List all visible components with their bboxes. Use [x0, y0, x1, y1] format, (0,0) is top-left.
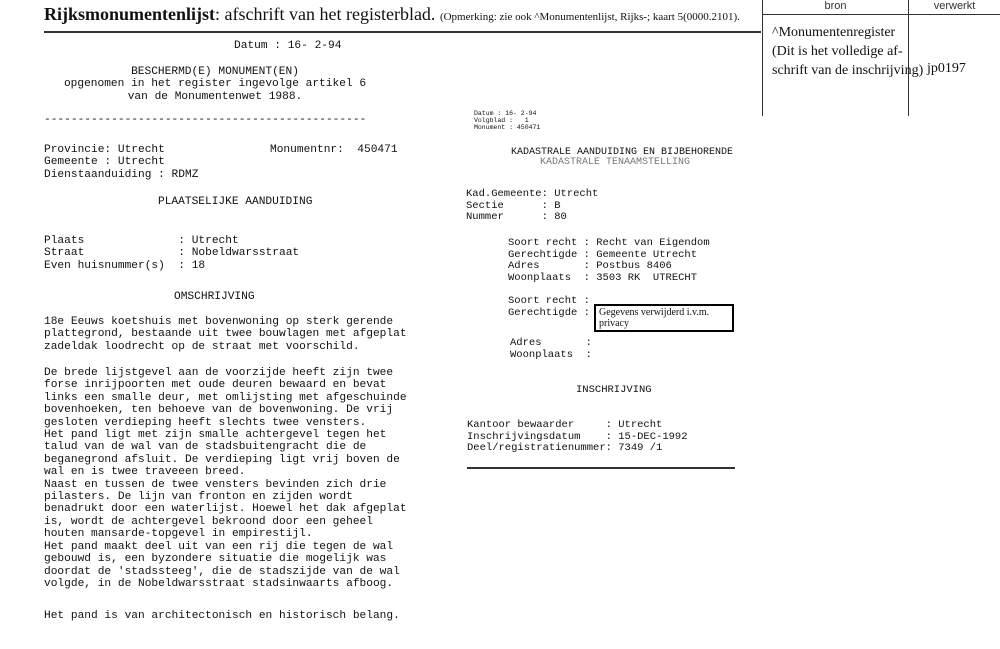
page-title [44, 4, 740, 25]
owner-1: Soort recht : Recht van Eigendom Gerechtigde : Gemeente Utrecht Adres : Postbus 8406 Woonplaats : 3503 RK UTRECHT [508, 237, 710, 284]
description-p1: 18e Eeuws koetshuis met bovenwoning op sterk gerende plattegrond, bestaande uit twee bouwlagen met afgeplat zadeldak loodrecht op de straat met voorschild. [44, 316, 407, 353]
monument-heading: BESCHERMD(E) MONUMENT(EN) opgenomen in het register ingevolge artikel 6 van de Monumentenwet 1988. [63, 66, 367, 103]
datum: Datum : 16- 2-94 [234, 40, 342, 52]
title-rule [44, 31, 761, 33]
table-header-rule [762, 14, 1000, 15]
dash-rule: ------------------------------------------------ [44, 114, 367, 126]
kad-title-2: KADASTRALE TENAAMSTELLING [540, 157, 691, 168]
table-border-left [762, 0, 763, 116]
owner-2: Soort recht : Gerechtigde : [508, 295, 590, 319]
inschrijving-info: Kantoor bewaarder : Utrecht Inschrijvingsdatum : 15-DEC-1992 Deel/registratienummer: 7349 /1 [467, 419, 688, 454]
inschrijving-title: INSCHRIJVING [576, 384, 652, 396]
location-info: Provincie: Utrecht Gemeente : Utrecht Dienstaanduiding : RDMZ [44, 144, 199, 181]
kad-info: Kad.Gemeente: Utrecht Sectie : B Nummer : 80 [466, 188, 599, 223]
owner-2-address: Adres : Woonplaats : [510, 337, 592, 361]
kad-title-1: KADASTRALE AANDUIDING EN BIJBEHORENDE [511, 147, 734, 158]
description-p3: Het pand is van architectonisch en historisch belang. [44, 610, 400, 622]
plaatselijke-title: PLAATSELIJKE AANDUIDING [158, 196, 313, 208]
title-bold: Rijksmonumentenlijst [44, 4, 216, 24]
verwerkt-value: jp0197 [927, 61, 966, 76]
right-meta: Datum : 16- 2-94 Volgblad : 1 Monument : 450471 [474, 110, 541, 131]
col-bron: bron [824, 0, 847, 12]
description-p2: De brede lijstgevel aan de voorzijde heeft zijn twee forse inrijpoorten met oude deuren bewaard en bevat links een smalle deur, met omlijsting met afgeschuinde bovenhoeken, ten behoeve van de bovenwoning. De vrij gesloten verdieping heeft slechts twee vensters. Het pand ligt met zijn smalle achtergevel tegen het talud van de wal van de stadsbuitengracht die de beganegrond afsluit. De verdieping ligt vrij boven de wal en is twee traveeen breed. Naast en tussen de twee vensters bevinden zich drie pilasters. De lijn van fronton en zijden wordt benadrukt door een waterlijst. Hoewel het dak afgeplat is, wordt de achtergevel bekroond door een geheel houten mansarde-topgevel in empirestijl. Het pand maakt deel uit van een rij die tegen de wal gebouwd is, een byzondere situatie die mogelijk was doordat de 'stadssteeg', die de stadszijde van de wal volgde, in de Nobeldwarsstraat stadsinwaarts afboog. [44, 367, 407, 590]
omschrijving-title: OMSCHRIJVING [174, 291, 255, 303]
col-verwerkt: verwerkt [933, 0, 976, 12]
monument-number: Monumentnr: 450471 [270, 144, 398, 156]
right-rule [467, 467, 735, 469]
bron-value: ^Monumentenregister (Dit is het volledige af- schrift van de inschrijving) [772, 25, 924, 78]
title-rest: : afschrift van het registerblad. [215, 4, 436, 24]
title-note: (Opmerking: zie ook ^Monumentenlijst, Rijks-; kaart 5(0000.2101). [439, 11, 740, 23]
redacted-box: Gegevens verwijderd i.v.m. privacy [594, 304, 734, 332]
address: Plaats : Utrecht Straat : Nobeldwarsstraat Even huisnummer(s) : 18 [44, 235, 300, 272]
